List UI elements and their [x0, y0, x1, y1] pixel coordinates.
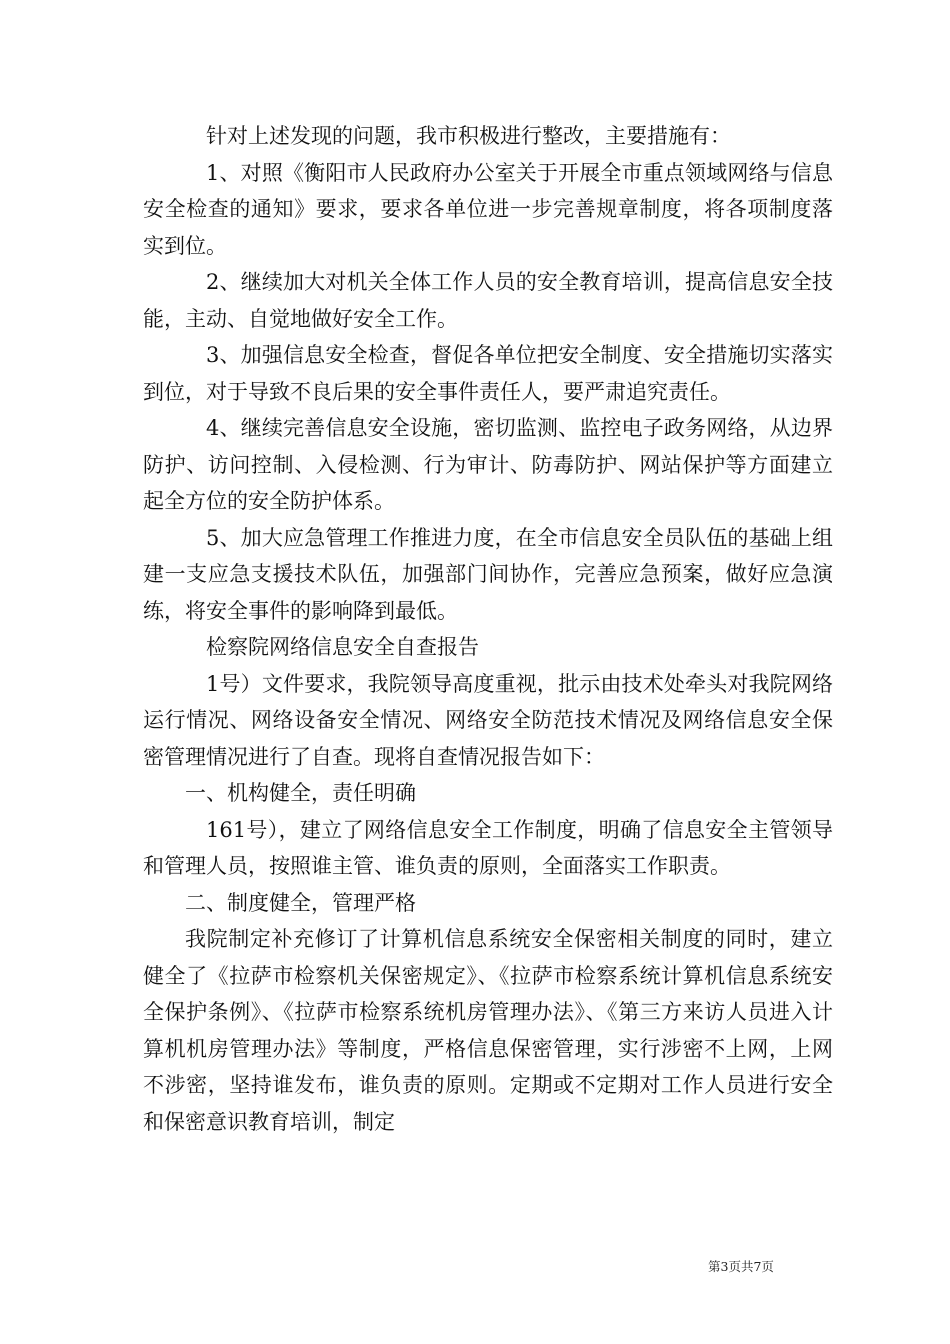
paragraph-section-1: 161号），建立了网络信息安全工作制度，明确了信息安全主管领导和管理人员，按照谁主管、谁负责的原则，全面落实工作职责。: [143, 817, 833, 878]
paragraph-measure-1: 1、对照《衡阳市人民政府办公室关于开展全市重点领域网络与信息安全检查的通知》要求，要求各单位进一步完善规章制度，将各项制度落实到位。: [143, 160, 833, 258]
document-body: [143, 118, 833, 1140]
paragraph-measure-2: 2、继续加大对机关全体工作人员的安全教育培训，提高信息安全技能，主动、自觉地做好安全工作。: [143, 270, 833, 331]
paragraph-measure-4: 4、继续完善信息安全设施，密切监测、监控电子政务网络，从边界防护、访问控制、入侵检测、行为审计、防毒防护、网站保护等方面建立起全方位的安全防护体系。: [143, 416, 833, 513]
paragraph-section-2: 我院制定补充修订了计算机信息系统安全保密相关制度的同时，建立健全了《拉萨市检察机关保密规定》、《拉萨市检察系统计算机信息系统安全保护条例》、《拉萨市检察系统机房管理办法》、《第三方来访人员进入计算机机房管理办法》等制度，严格信息保密管理，实行涉密不上网，上网不涉密，坚持谁发布，谁负责的原则。定期或不定期对工作人员进行安全和保密意识教育培训，制定: [143, 927, 833, 1134]
paragraph-report-intro: 1号）文件要求，我院领导高度重视，批示由技术处牵头对我院网络运行情况、网络设备安全情况、网络安全防范技术情况及网络信息安全保密管理情况进行了自查。现将自查情况报告如下：: [143, 671, 833, 769]
paragraph-measure-5: 5、加大应急管理工作推进力度，在全市信息安全员队伍的基础上组建一支应急支援技术队伍，加强部门间协作，完善应急预案，做好应急演练，将安全事件的影响降到最低。: [143, 525, 833, 623]
section-heading-1: 一、机构健全，责任明确: [185, 781, 416, 805]
section-heading-2: 二、制度健全，管理严格: [185, 890, 416, 915]
paragraph-intro: 针对上述发现的问题，我市积极进行整改，主要措施有：: [206, 124, 731, 148]
report-title: 检察院网络信息安全自查报告: [206, 635, 479, 659]
page-number: 第3页共7页: [708, 1259, 774, 1274]
paragraph-measure-3: 3、加强信息安全检查，督促各单位把安全制度、安全措施切实落实到位，对于导致不良后果的安全事件责任人，要严肃追究责任。: [143, 343, 833, 404]
